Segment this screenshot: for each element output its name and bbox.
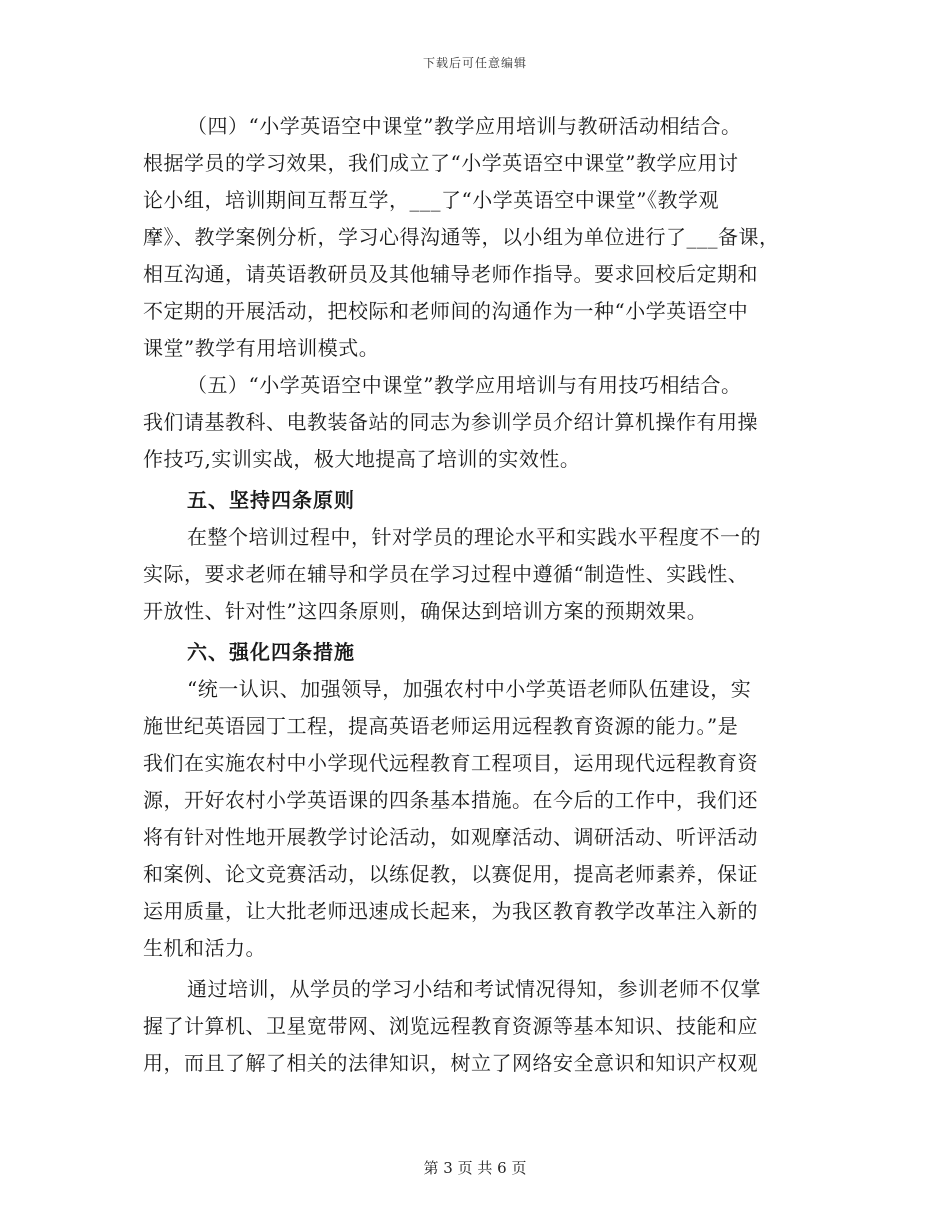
section-heading-five: 五、坚持四条原则 [187, 488, 355, 512]
paragraph-line: 作技巧,实训实战，极大地提高了培训的实效性。 [143, 447, 581, 471]
paragraph-line: （四）“小学英语空中课堂”教学应用培训与教研活动相结合。 [187, 114, 742, 138]
paragraph-line: 开放性、针对性”这四条原则，确保达到培训方案的预期效果。 [143, 599, 708, 623]
paragraph-line: 在整个培训过程中，针对学员的理论水平和实践水平程度不一的 [187, 525, 761, 549]
paragraph-line: 不定期的开展活动，把校际和老师间的沟通作为一种“小学英语空中 [143, 299, 749, 323]
paragraph-line: 通过培训，从学员的学习小结和考试情况得知，参训老师不仅掌 [187, 977, 761, 1001]
page-number: 第 3 页 共 6 页 [423, 1159, 527, 1177]
paragraph-line: 和案例、论文竞赛活动，以练促教，以赛促用，提高老师素养，保证 [143, 862, 758, 886]
paragraph-line: 源，开好农村小学英语课的四条基本措施。在今后的工作中，我们还 [143, 788, 758, 812]
paragraph-line: 实际，要求老师在辅导和学员在学习过程中遵循“制造性、实践性、 [143, 562, 749, 586]
paragraph-line: 相互沟通，请英语教研员及其他辅导老师作指导。要求回校后定期和 [143, 262, 758, 286]
paragraph-line: 握了计算机、卫星宽带网、浏览远程教育资源等基本知识、技能和应 [143, 1014, 758, 1038]
paragraph-line: （五）“小学英语空中课堂”教学应用培训与有用技巧相结合。 [187, 373, 742, 397]
paragraph-line: “统一认识、加强领导，加强农村中小学英语老师队伍建设，实 [187, 677, 752, 701]
paragraph-line: 我们在实施农村中小学现代远程教育工程项目，运用现代远程教育资 [143, 751, 758, 775]
document-body [143, 108, 803, 1082]
paragraph-line: 课堂”教学有用培训模式。 [143, 336, 380, 360]
section-heading-six: 六、强化四条措施 [187, 640, 355, 664]
paragraph-line: 生机和活力。 [143, 936, 266, 960]
paragraph-line: 摩》、教学案例分析，学习心得沟通等，以小组为单位进行了___备课， [143, 225, 780, 249]
paragraph-line: 根据学员的学习效果，我们成立了“小学英语空中课堂”教学应用讨 [143, 151, 739, 175]
paragraph-line: 施世纪英语园丁工程，提高英语老师运用远程教育资源的能力。”是 [143, 714, 739, 738]
paragraph-line: 我们请基教科、电教装备站的同志为参训学员介绍计算机操作有用操 [143, 410, 758, 434]
paragraph-line: 论小组，培训期间互帮互学，___了“小学英语空中课堂”《教学观 [143, 188, 719, 212]
page-header-note: 下载后可任意编辑 [422, 56, 527, 70]
paragraph-line: 运用质量，让大批老师迅速成长起来，为我区教育教学改革注入新的 [143, 899, 758, 923]
paragraph-line: 用，而且了解了相关的法律知识，树立了网络安全意识和知识产权观 [143, 1051, 758, 1075]
paragraph-line: 将有针对性地开展教学讨论活动，如观摩活动、调研活动、听评活动 [143, 825, 758, 849]
